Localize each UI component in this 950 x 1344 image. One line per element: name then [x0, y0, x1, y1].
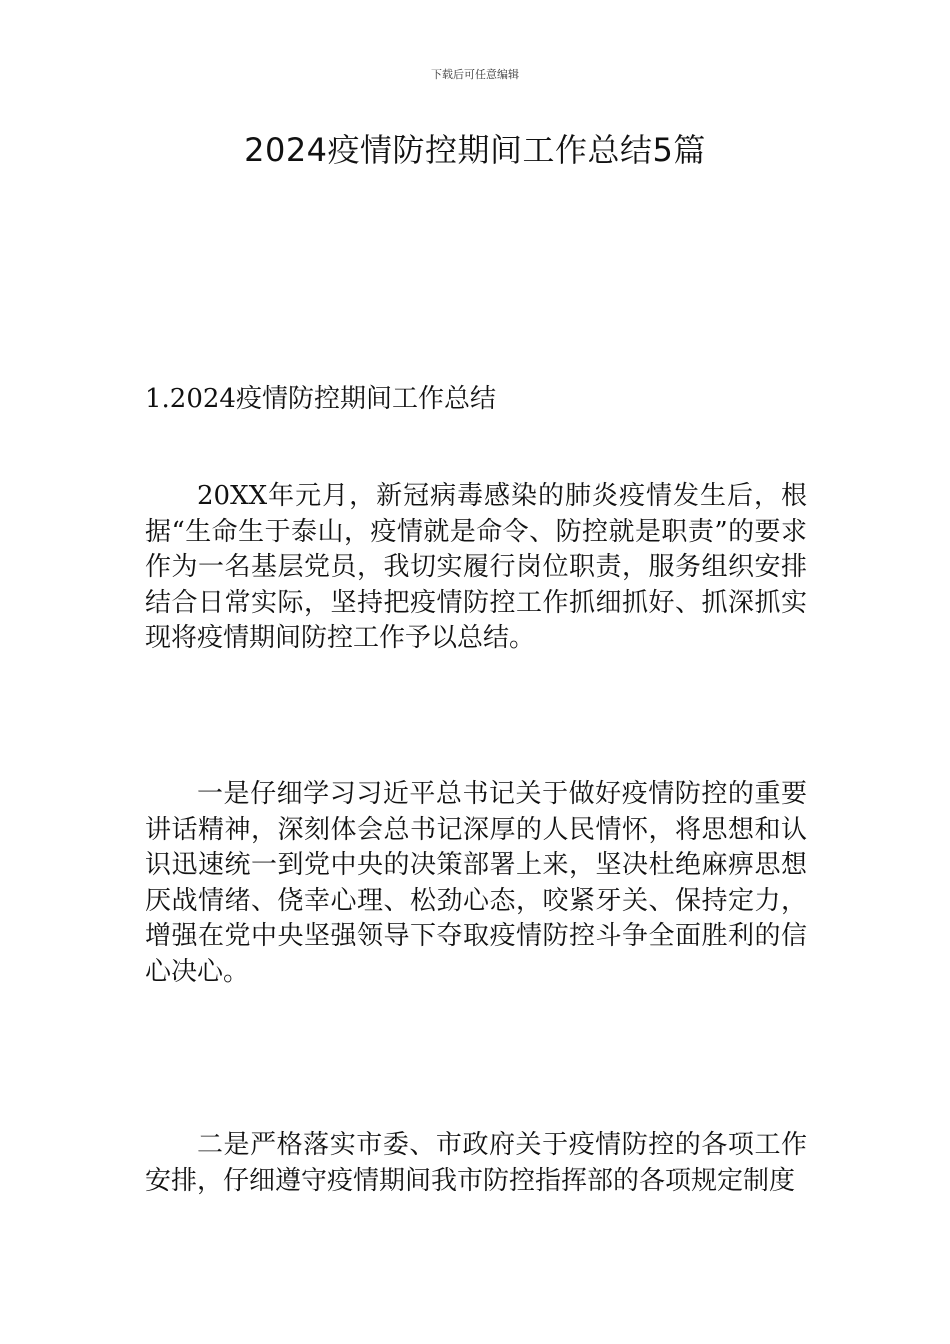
- page-header-note: 下载后可任意编辑: [431, 68, 519, 81]
- paragraph-intro: 20XX年元月，新冠病毒感染的肺炎疫情发生后，根据“生命生于泰山，疫情就是命令、防控就是职责”的要求作为一名基层党员，我切实履行岗位职责，服务组织安排结合日常实际，坚持把疫情防控工作抓细抓好、抓深抓实现将疫情期间防控工作予以总结。: [145, 481, 807, 653]
- section-heading: 1.2024疫情防控期间工作总结: [145, 384, 496, 414]
- paragraph-point-one: 一是仔细学习习近平总书记关于做好疫情防控的重要讲话精神，深刻体会总书记深厚的人民情怀，将思想和认识迅速统一到党中央的决策部署上来，坚决杜绝麻痹思想厌战情绪、侥幸心理、松劲心态，咬紧牙关、保持定力，增强在党中央坚强领导下夺取疫情防控斗争全面胜利的信心决心。: [145, 779, 807, 987]
- document-title: 2024疫情防控期间工作总结5篇: [244, 131, 706, 169]
- paragraph-point-two: 二是严格落实市委、市政府关于疫情防控的各项工作安排，仔细遵守疫情期间我市防控指挥部的各项规定制度: [145, 1130, 807, 1196]
